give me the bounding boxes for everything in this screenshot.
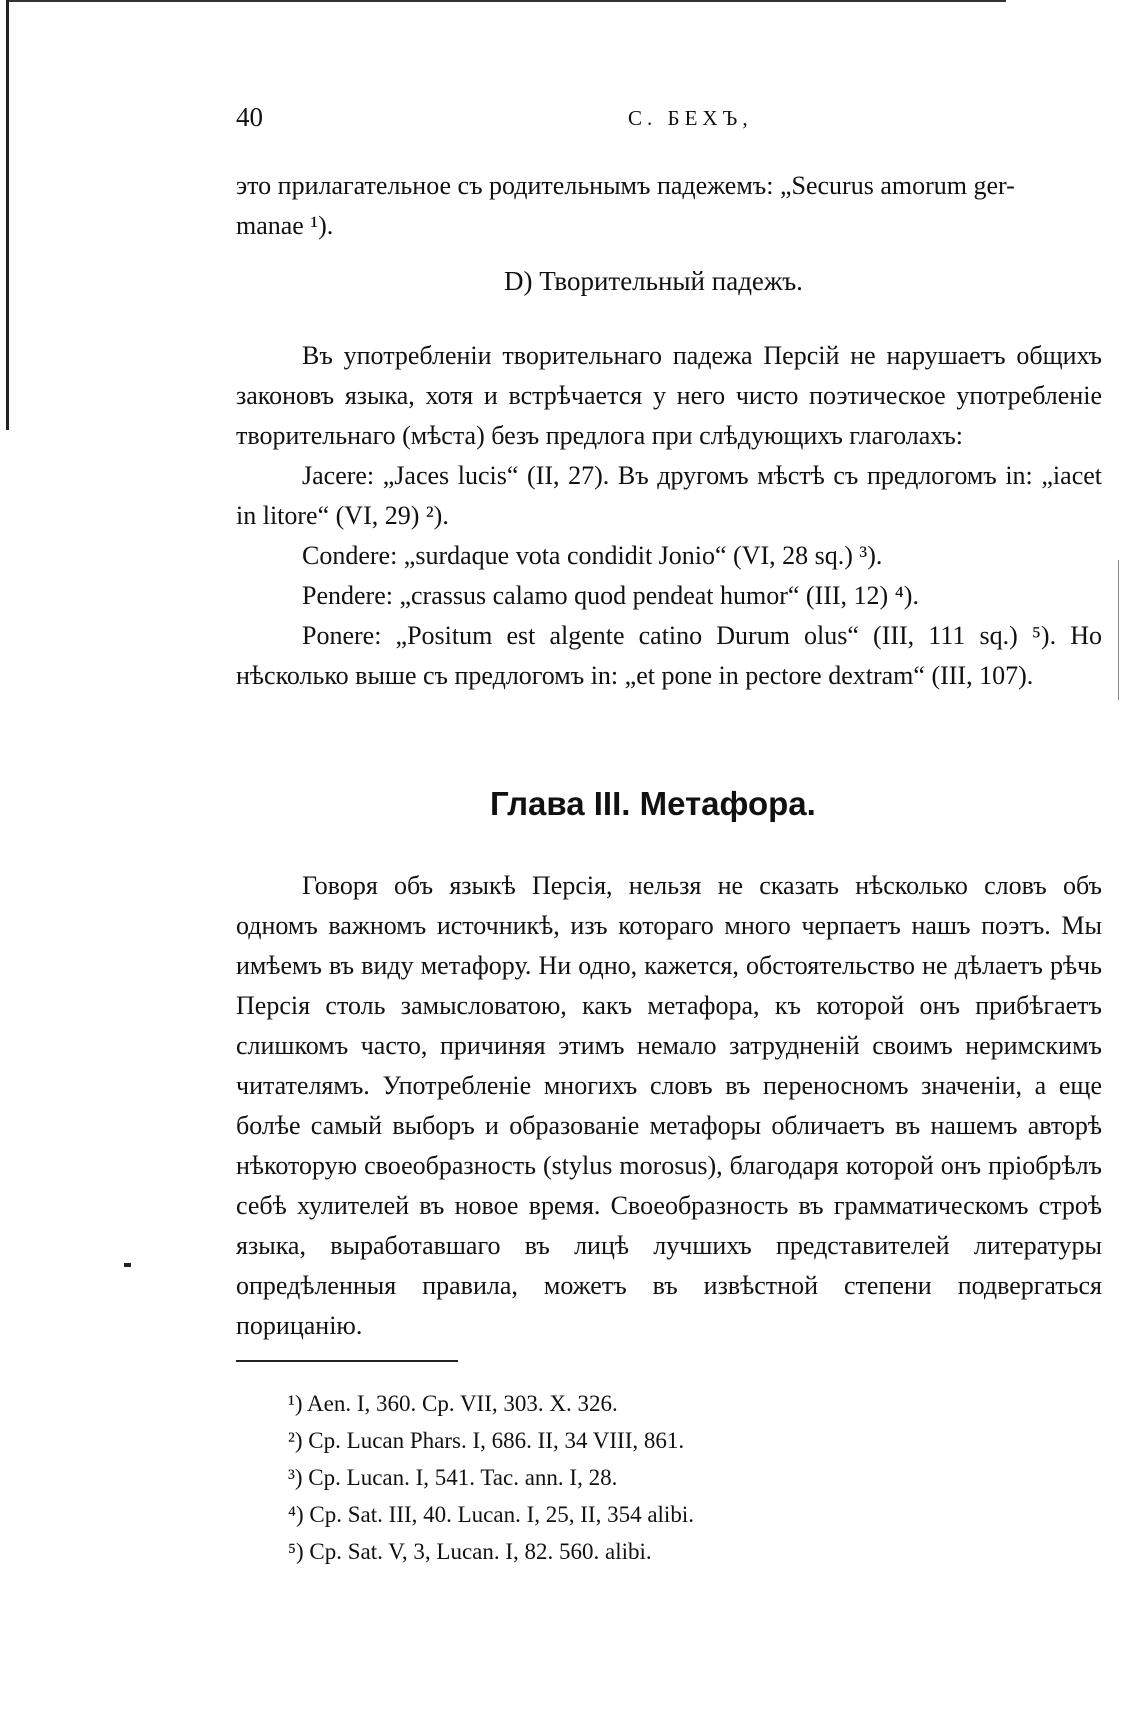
margin-mark <box>124 1263 131 1267</box>
example-condere: Condere: „surdaque vota condidit Jonio“ (VI, 28 sq.) ³). <box>302 541 883 570</box>
chapter-title: Глава III. Метафора. <box>490 785 816 822</box>
paragraph-instrumental <box>236 336 1102 696</box>
example-jacere: Jacere: „Jaces lucis“ (II, 27). Въ другомъ мѣстѣ съ предлогомъ in: „iacet in litore“ (VI, 29) ²). <box>236 461 1102 530</box>
page-number: 40 <box>236 102 263 132</box>
paragraph-text: Въ употребленіи творительнаго падежа Персій не нарушаетъ общихъ законовъ языка, хотя и встрѣчается у него чисто поэтическое употребленіе творительнаго (мѣста) безъ предлога при слѣдующихъ глаголахъ: <box>236 341 1102 450</box>
footnote-rule <box>236 1360 458 1362</box>
footnote: ³) Cp. Lucan. I, 541. Tac. ann. I, 28. <box>288 1465 618 1490</box>
page-edge-left <box>6 0 9 430</box>
footnote: ¹) Aen. I, 360. Cp. VII, 303. X. 326. <box>288 1391 618 1416</box>
page-header <box>236 102 766 142</box>
page-edge-right <box>1118 560 1119 700</box>
page-edge-top <box>6 0 1006 2</box>
footnote: ⁵) Cp. Sat. V, 3, Lucan. I, 82. 560. alibi. <box>288 1539 652 1564</box>
paragraph-continuation <box>236 166 1102 246</box>
paragraph-text: Говоря объ языкѣ Персія, нельзя не сказать нѣсколько словъ объ одномъ важномъ источникѣ, изъ котораго много черпаетъ нашъ поэтъ. Мы имѣемъ въ виду метафору. Ни одно, кажется, обстоятельство не дѣлаетъ рѣчь Персія столь замысловатою, какъ метафора, къ которой онъ прибѣгаетъ слишкомъ часто, причиняя этимъ немало затрудненій своимъ неримскимъ читателямъ. Употребленіе многихъ словъ въ переносномъ значеніи, а еще болѣе самый выборъ и образованіе метафоры обличаетъ въ нашемъ авторѣ нѣкоторую своеобразность (stylus morosus), благодаря которой онъ пріобрѣлъ себѣ хулителей въ новое время. Своеобразность въ грамматическомъ строѣ языка, выработавшаго въ лицѣ лучшихъ представителей литературы опредѣленныя правила, можетъ въ извѣстной степени подвергаться порицанію. <box>236 871 1102 1340</box>
footnotes <box>288 1385 694 1570</box>
footnote: ⁴) Cp. Sat. III, 40. Lucan. I, 25, II, 354 alibi. <box>288 1502 694 1527</box>
example-pendere: Pendere: „crassus calamo quod pendeat humor“ (III, 12) ⁴). <box>302 581 919 610</box>
paragraph-line: manae ¹). <box>236 211 334 240</box>
paragraph-metaphor <box>236 866 1102 1346</box>
footnote: ²) Cp. Lucan Phars. I, 686. II, 34 VIII, 861. <box>288 1428 685 1453</box>
paragraph-line: это прилагательное съ родительнымъ падежемъ: „Securus amorum ger- <box>236 171 1015 200</box>
example-ponere: Ponere: „Positum est algente catino Durum olus“ (III, 111 sq.) ⁵). Но нѣсколько выше съ предлогомъ in: „et pone in pectore dextram“ (III, 107). <box>236 621 1102 690</box>
running-head: С. БЕХЪ, <box>628 106 753 130</box>
section-subheading: D) Творительный падежъ. <box>504 266 803 296</box>
